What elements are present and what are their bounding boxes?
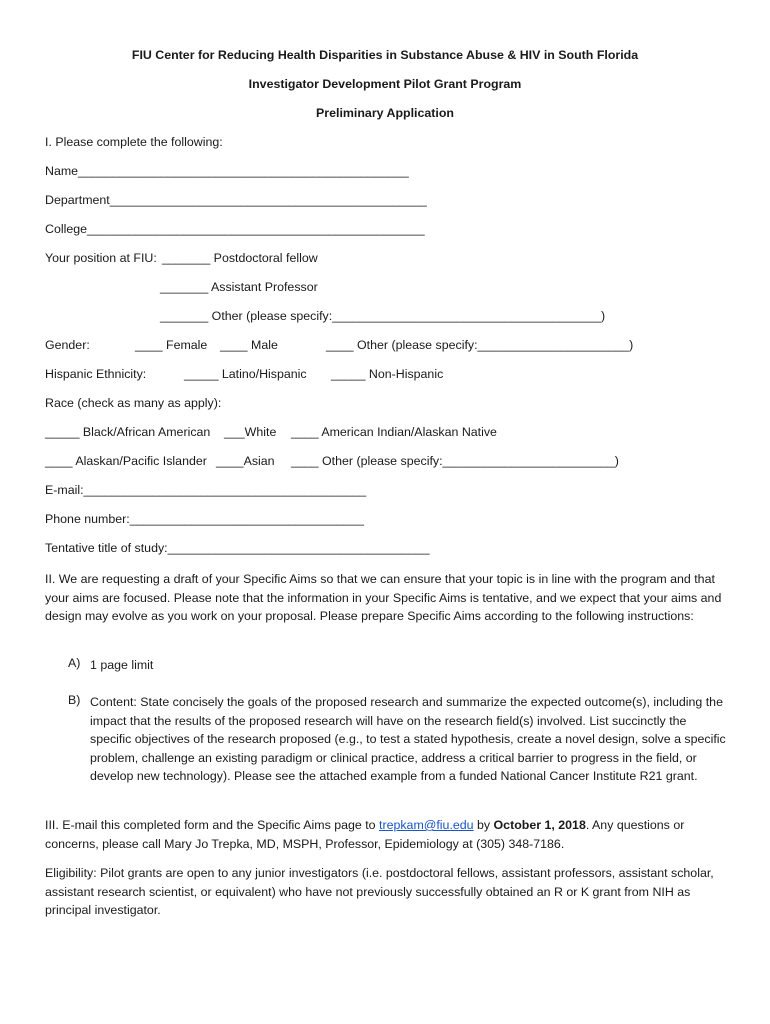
section-3-suffix: . Any questions or concerns, please call Mary Jo Trepka, MD, MSPH, Professor, Epidemiology at (305) 348-7186.: [45, 818, 685, 851]
race-option-pacific-islander[interactable]: ____ Alaskan/Pacific Islander: [45, 454, 207, 468]
email-field[interactable]: E-mail:_________________________________________: [45, 483, 367, 497]
phone-field[interactable]: Phone number:__________________________________: [45, 512, 365, 526]
item-b-label: B): [68, 693, 81, 707]
gender-option-female[interactable]: ____ Female: [135, 338, 208, 352]
position-label: Your position at FIU:: [45, 251, 157, 265]
hispanic-option-non-hispanic[interactable]: _____ Non-Hispanic: [331, 367, 444, 381]
item-a-text: 1 page limit: [90, 658, 154, 672]
program-title: Investigator Development Pilot Grant Program: [248, 77, 522, 91]
deadline-date: October 1, 2018: [493, 818, 586, 832]
race-option-american-indian[interactable]: ____ American Indian/Alaskan Native: [291, 425, 497, 439]
section-1-heading: I. Please complete the following:: [45, 135, 223, 149]
position-option-postdoc[interactable]: _______ Postdoctoral fellow: [162, 251, 318, 265]
eligibility-text: Eligibility: Pilot grants are open to any junior investigators (i.e. postdoctoral fellows, assistant professors, assistant scholar, assistant research scientist, or equivalent) who have not previously successfully obtained an R or K grant from NIH as principal investigator.: [45, 866, 714, 918]
section-3-instructions: [45, 816, 723, 853]
item-a-label: A): [68, 656, 81, 670]
contact-email-link[interactable]: trepkam@fiu.edu: [379, 818, 474, 832]
race-option-white[interactable]: ___White: [224, 425, 277, 439]
name-field[interactable]: Name________________________________________________: [45, 164, 409, 178]
study-title-field[interactable]: Tentative title of study:______________________________________: [45, 541, 430, 555]
college-field[interactable]: College_________________________________________________: [45, 222, 425, 236]
position-option-other[interactable]: _______ Other (please specify:_______________________________________): [160, 309, 606, 323]
gender-option-male[interactable]: ____ Male: [220, 338, 278, 352]
position-option-assistant-professor[interactable]: _______ Assistant Professor: [160, 280, 318, 294]
section-2-intro: II. We are requesting a draft of your Specific Aims so that we can ensure that your topic is in line with the program and that your aims are focused. Please note that the information in your Specific Aims is tentative, and we expect that your aims and design may evolve as you work on your proposal. Please prepare Specific Aims according to the following instructions:: [45, 572, 722, 624]
hispanic-label: Hispanic Ethnicity:: [45, 367, 147, 381]
race-option-other[interactable]: ____ Other (please specify:_________________________): [291, 454, 619, 468]
race-option-asian[interactable]: ____Asian: [216, 454, 275, 468]
hispanic-option-latino[interactable]: _____ Latino/Hispanic: [184, 367, 307, 381]
form-title: FIU Center for Reducing Health Disparities in Substance Abuse & HIV in South Florida: [131, 48, 639, 62]
gender-label: Gender:: [45, 338, 90, 352]
section-3-mid: by: [473, 818, 494, 832]
race-option-black[interactable]: _____ Black/African American: [45, 425, 211, 439]
department-field[interactable]: Department______________________________________________: [45, 193, 427, 207]
gender-option-other[interactable]: ____ Other (please specify:______________________): [326, 338, 634, 352]
section-3-prefix: III. E-mail this completed form and the Specific Aims page to: [45, 818, 380, 832]
race-label: Race (check as many as apply):: [45, 396, 222, 410]
application-title: Preliminary Application: [316, 106, 454, 120]
item-b-text: Content: State concisely the goals of the proposed research and summarize the expected outcome(s), including the impact that the results of the proposed research will have on the research field(s) involved. List succinctly the specific objectives of the research proposed (e.g., to test a stated hypothesis, create a novel design, solve a specific problem, challenge an existing paradigm or clinical practice, address a critical barrier to progress in the field, or develop new technology). Please see the attached example from a funded National Cancer Institute R21 grant.: [90, 695, 726, 784]
